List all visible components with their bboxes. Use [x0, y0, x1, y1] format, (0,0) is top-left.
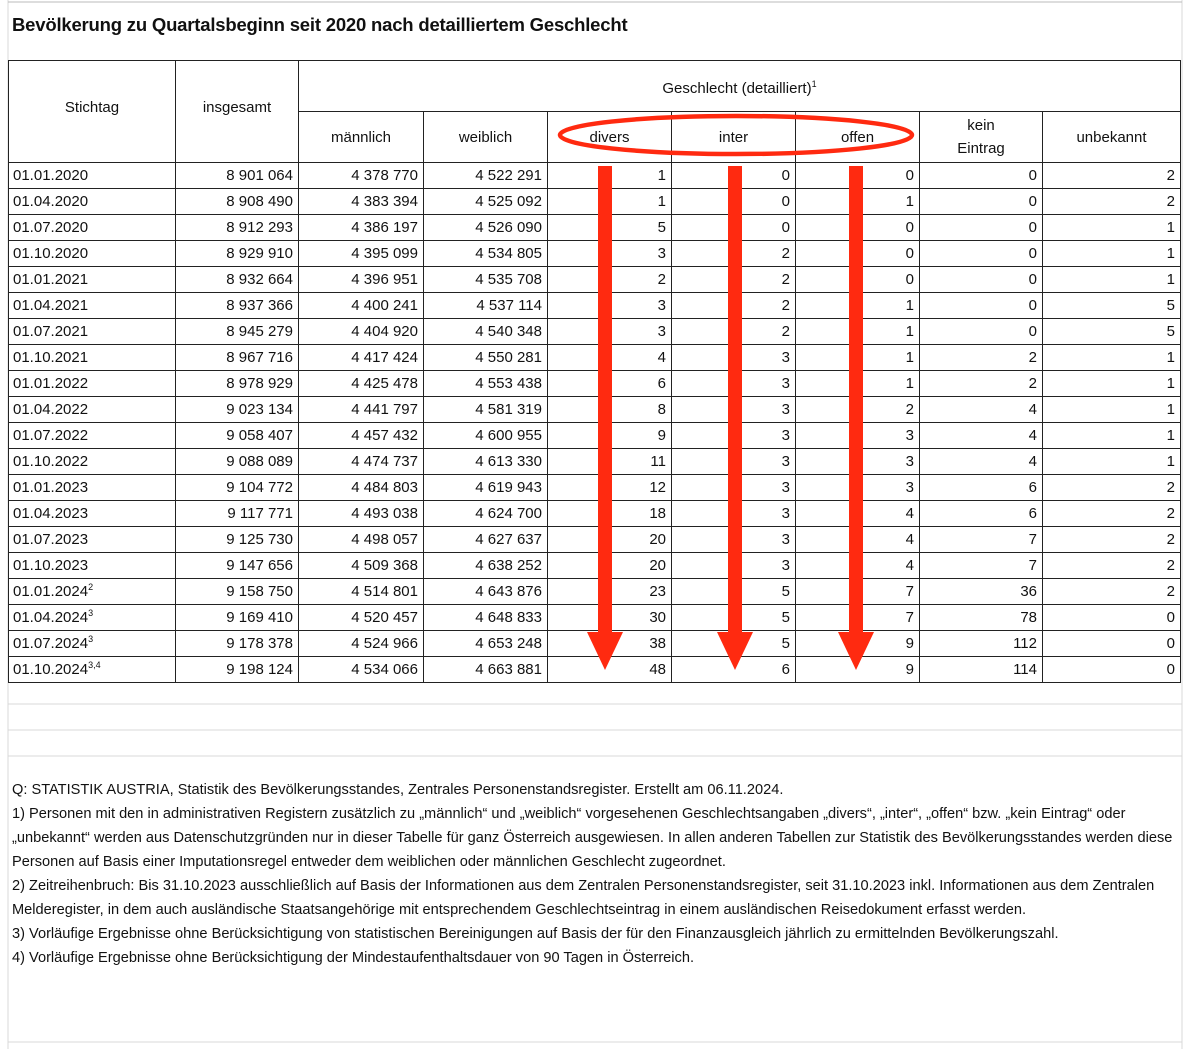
weiblich-cell: 4 581 319	[424, 397, 548, 423]
header-offen: offen	[796, 112, 920, 163]
table-title: Bevölkerung zu Quartalsbeginn seit 2020 nach detailliertem Geschlecht	[12, 14, 628, 35]
table-row	[9, 293, 1181, 319]
offen-cell: 4	[796, 501, 920, 527]
divers-cell: 12	[548, 475, 672, 501]
inter-cell: 3	[672, 501, 796, 527]
stichtag-cell	[9, 605, 176, 631]
inter-cell: 2	[672, 267, 796, 293]
kein-eintrag-cell: 0	[920, 267, 1043, 293]
kein-eintrag-cell: 0	[920, 319, 1043, 345]
note-3: 3) Vorläufige Ergebnisse ohne Berücksichtigung von statistischen Bereinigungen auf Basis der für den Finanzausgleich jährlich zu ermittelnden Bevölkerungszahl.	[12, 926, 1059, 942]
table-row	[9, 163, 1181, 189]
kein-eintrag-cell: 0	[920, 293, 1043, 319]
weiblich-cell: 4 663 881	[424, 657, 548, 683]
header-unbekannt: unbekannt	[1043, 112, 1181, 163]
table-row	[9, 657, 1181, 683]
kein-eintrag-cell: 7	[920, 527, 1043, 553]
divers-cell: 3	[548, 319, 672, 345]
stichtag-value: 01.10.2021	[13, 349, 89, 366]
divers-cell: 20	[548, 553, 672, 579]
maennlich-cell: 4 534 066	[299, 657, 424, 683]
maennlich-cell: 4 514 801	[299, 579, 424, 605]
divers-cell: 38	[548, 631, 672, 657]
stichtag-cell	[9, 475, 176, 501]
insgesamt-cell: 8 932 664	[176, 267, 299, 293]
weiblich-cell: 4 525 092	[424, 189, 548, 215]
kein-eintrag-cell: 0	[920, 241, 1043, 267]
offen-cell: 7	[796, 605, 920, 631]
stichtag-cell	[9, 527, 176, 553]
divers-cell: 8	[548, 397, 672, 423]
unbekannt-cell: 5	[1043, 293, 1181, 319]
stichtag-footnote: 3	[88, 608, 94, 618]
stichtag-value: 01.04.2023	[13, 505, 89, 522]
stichtag-cell	[9, 423, 176, 449]
kein-eintrag-cell: 114	[920, 657, 1043, 683]
divers-cell: 6	[548, 371, 672, 397]
unbekannt-cell: 2	[1043, 579, 1181, 605]
stichtag-value: 01.01.2022	[13, 375, 89, 392]
divers-cell: 1	[548, 189, 672, 215]
weiblich-cell: 4 600 955	[424, 423, 548, 449]
table-row	[9, 553, 1181, 579]
maennlich-cell: 4 425 478	[299, 371, 424, 397]
stichtag-cell	[9, 449, 176, 475]
table-row	[9, 397, 1181, 423]
unbekannt-cell: 2	[1043, 163, 1181, 189]
unbekannt-cell: 0	[1043, 657, 1181, 683]
table-row	[9, 501, 1181, 527]
inter-cell: 2	[672, 319, 796, 345]
stichtag-cell	[9, 345, 176, 371]
header-kein-line2: Eintrag	[957, 140, 1005, 157]
offen-cell: 1	[796, 371, 920, 397]
offen-cell: 9	[796, 631, 920, 657]
stichtag-value: 01.07.2020	[13, 219, 89, 236]
header-divers: divers	[548, 112, 672, 163]
insgesamt-cell: 9 169 410	[176, 605, 299, 631]
inter-cell: 2	[672, 241, 796, 267]
weiblich-cell: 4 540 348	[424, 319, 548, 345]
weiblich-cell: 4 648 833	[424, 605, 548, 631]
table-row	[9, 319, 1181, 345]
weiblich-cell: 4 537 114	[424, 293, 548, 319]
insgesamt-cell: 9 147 656	[176, 553, 299, 579]
insgesamt-cell: 8 978 929	[176, 371, 299, 397]
weiblich-cell: 4 653 248	[424, 631, 548, 657]
weiblich-cell: 4 535 708	[424, 267, 548, 293]
unbekannt-cell: 2	[1043, 475, 1181, 501]
offen-cell: 3	[796, 475, 920, 501]
weiblich-cell: 4 624 700	[424, 501, 548, 527]
inter-cell: 3	[672, 475, 796, 501]
table-row	[9, 267, 1181, 293]
offen-cell: 0	[796, 215, 920, 241]
insgesamt-cell: 8 937 366	[176, 293, 299, 319]
header-stichtag: Stichtag	[9, 61, 176, 163]
maennlich-cell: 4 417 424	[299, 345, 424, 371]
insgesamt-cell: 9 104 772	[176, 475, 299, 501]
table-row	[9, 189, 1181, 215]
table-row	[9, 475, 1181, 501]
insgesamt-cell: 8 901 064	[176, 163, 299, 189]
stichtag-footnote: 2	[88, 582, 94, 592]
divers-cell: 3	[548, 241, 672, 267]
table-row	[9, 423, 1181, 449]
maennlich-cell: 4 386 197	[299, 215, 424, 241]
maennlich-cell: 4 484 803	[299, 475, 424, 501]
header-insgesamt: insgesamt	[176, 61, 299, 163]
note-source: Q: STATISTIK AUSTRIA, Statistik des Bevölkerungsstandes, Zentrales Personenstandsregister. Erstellt am 06.11.2024.	[12, 782, 784, 798]
stichtag-value: 01.07.2024	[13, 635, 89, 652]
note-4: 4) Vorläufige Ergebnisse ohne Berücksichtigung der Mindestaufenthaltsdauer von 90 Tagen in Österreich.	[12, 950, 695, 966]
insgesamt-cell: 8 945 279	[176, 319, 299, 345]
insgesamt-cell: 9 158 750	[176, 579, 299, 605]
offen-cell: 0	[796, 163, 920, 189]
header-kein-line1: kein	[967, 117, 995, 134]
maennlich-cell: 4 400 241	[299, 293, 424, 319]
stichtag-value: 01.07.2023	[13, 531, 89, 548]
inter-cell: 0	[672, 215, 796, 241]
offen-cell: 2	[796, 397, 920, 423]
maennlich-cell: 4 457 432	[299, 423, 424, 449]
footnotes	[12, 778, 1177, 970]
unbekannt-cell: 2	[1043, 501, 1181, 527]
kein-eintrag-cell: 0	[920, 189, 1043, 215]
kein-eintrag-cell: 78	[920, 605, 1043, 631]
divers-cell: 48	[548, 657, 672, 683]
table-row	[9, 449, 1181, 475]
kein-eintrag-cell: 36	[920, 579, 1043, 605]
stichtag-cell	[9, 631, 176, 657]
stichtag-cell	[9, 163, 176, 189]
insgesamt-cell: 8 929 910	[176, 241, 299, 267]
stichtag-cell	[9, 397, 176, 423]
divers-cell: 2	[548, 267, 672, 293]
divers-cell: 11	[548, 449, 672, 475]
divers-cell: 1	[548, 163, 672, 189]
offen-cell: 1	[796, 293, 920, 319]
unbekannt-cell: 1	[1043, 241, 1181, 267]
weiblich-cell: 4 619 943	[424, 475, 548, 501]
maennlich-cell: 4 493 038	[299, 501, 424, 527]
inter-cell: 3	[672, 397, 796, 423]
inter-cell: 3	[672, 449, 796, 475]
insgesamt-cell: 9 058 407	[176, 423, 299, 449]
inter-cell: 0	[672, 189, 796, 215]
insgesamt-cell: 9 023 134	[176, 397, 299, 423]
stichtag-value: 01.01.2021	[13, 271, 89, 288]
insgesamt-cell: 8 912 293	[176, 215, 299, 241]
unbekannt-cell: 1	[1043, 267, 1181, 293]
offen-cell: 3	[796, 423, 920, 449]
insgesamt-cell: 9 125 730	[176, 527, 299, 553]
stichtag-cell	[9, 189, 176, 215]
stichtag-cell	[9, 371, 176, 397]
insgesamt-cell: 8 908 490	[176, 189, 299, 215]
offen-cell: 1	[796, 319, 920, 345]
kein-eintrag-cell: 4	[920, 423, 1043, 449]
offen-cell: 0	[796, 241, 920, 267]
inter-cell: 5	[672, 605, 796, 631]
divers-cell: 5	[548, 215, 672, 241]
table-body	[9, 163, 1181, 683]
stichtag-cell	[9, 293, 176, 319]
stichtag-value: 01.01.2023	[13, 479, 89, 496]
kein-eintrag-cell: 2	[920, 345, 1043, 371]
inter-cell: 3	[672, 553, 796, 579]
insgesamt-cell: 9 088 089	[176, 449, 299, 475]
header-inter: inter	[672, 112, 796, 163]
stichtag-cell	[9, 319, 176, 345]
unbekannt-cell: 2	[1043, 189, 1181, 215]
stichtag-value: 01.10.2020	[13, 245, 89, 262]
note-1: 1) Personen mit den in administrativen Registern zusätzlich zu „männlich“ und „weiblich“ vorgesehenen Geschlechtsangaben „divers“, „inter“, „offen“ bzw. „kein Eintrag“ oder „unbekannt“ werden aus Datenschutzgründen nur in dieser Tabelle für ganz Österreich ausgewiesen. In allen anderen Tabellen zur Statistik des Bevölkerungsstandes werden diese Personen auf Basis einer Imputationsregel entweder dem weiblichen oder männlichen Geschlecht zugeordnet.	[12, 806, 1173, 870]
weiblich-cell: 4 534 805	[424, 241, 548, 267]
divers-cell: 20	[548, 527, 672, 553]
unbekannt-cell: 1	[1043, 215, 1181, 241]
weiblich-cell: 4 553 438	[424, 371, 548, 397]
inter-cell: 0	[672, 163, 796, 189]
maennlich-cell: 4 524 966	[299, 631, 424, 657]
offen-cell: 4	[796, 527, 920, 553]
offen-cell: 1	[796, 189, 920, 215]
unbekannt-cell: 0	[1043, 631, 1181, 657]
stichtag-value: 01.07.2021	[13, 323, 89, 340]
unbekannt-cell: 2	[1043, 527, 1181, 553]
kein-eintrag-cell: 6	[920, 475, 1043, 501]
insgesamt-cell: 8 967 716	[176, 345, 299, 371]
inter-cell: 3	[672, 527, 796, 553]
divers-cell: 3	[548, 293, 672, 319]
stichtag-value: 01.01.2020	[13, 167, 89, 184]
unbekannt-cell: 1	[1043, 371, 1181, 397]
weiblich-cell: 4 526 090	[424, 215, 548, 241]
stichtag-value: 01.04.2020	[13, 193, 89, 210]
stichtag-value: 01.04.2021	[13, 297, 89, 314]
weiblich-cell: 4 613 330	[424, 449, 548, 475]
inter-cell: 3	[672, 423, 796, 449]
unbekannt-cell: 1	[1043, 345, 1181, 371]
table-row	[9, 605, 1181, 631]
maennlich-cell: 4 498 057	[299, 527, 424, 553]
population-table	[8, 60, 1181, 683]
header-weiblich: weiblich	[424, 112, 548, 163]
stichtag-cell	[9, 657, 176, 683]
divers-cell: 4	[548, 345, 672, 371]
header-group-label: Geschlecht (detailliert)	[662, 79, 812, 97]
stichtag-cell	[9, 501, 176, 527]
note-2: 2) Zeitreihenbruch: Bis 31.10.2023 ausschließlich auf Basis der Informationen aus dem Zentralen Personenstandsregister, seit 31.10.2023 inkl. Informationen aus dem Zentralen Melderegister, in dem auch ausländische Staatsangehörige mit entsprechendem Geschlechtseintrag in einem ausländischen Reisedokument erfasst werden.	[12, 878, 1155, 918]
table-row	[9, 241, 1181, 267]
divers-cell: 30	[548, 605, 672, 631]
unbekannt-cell: 5	[1043, 319, 1181, 345]
table-row	[9, 527, 1181, 553]
stichtag-value: 01.10.2024	[13, 661, 89, 678]
header-geschlecht-group	[299, 61, 1181, 112]
stichtag-value: 01.10.2022	[13, 453, 89, 470]
stichtag-value: 01.04.2024	[13, 609, 89, 626]
table-row	[9, 215, 1181, 241]
maennlich-cell: 4 404 920	[299, 319, 424, 345]
kein-eintrag-cell: 0	[920, 215, 1043, 241]
table-row	[9, 579, 1181, 605]
kein-eintrag-cell: 112	[920, 631, 1043, 657]
kein-eintrag-cell: 2	[920, 371, 1043, 397]
offen-cell: 0	[796, 267, 920, 293]
kein-eintrag-cell: 6	[920, 501, 1043, 527]
maennlich-cell: 4 509 368	[299, 553, 424, 579]
maennlich-cell: 4 396 951	[299, 267, 424, 293]
inter-cell: 5	[672, 579, 796, 605]
maennlich-cell: 4 378 770	[299, 163, 424, 189]
stichtag-cell	[9, 241, 176, 267]
kein-eintrag-cell: 4	[920, 449, 1043, 475]
table-row	[9, 631, 1181, 657]
stichtag-footnote: 3	[88, 634, 94, 644]
stichtag-value: 01.01.2024	[13, 583, 89, 600]
weiblich-cell: 4 550 281	[424, 345, 548, 371]
unbekannt-cell: 2	[1043, 553, 1181, 579]
divers-cell: 18	[548, 501, 672, 527]
kein-eintrag-cell: 4	[920, 397, 1043, 423]
inter-cell: 3	[672, 371, 796, 397]
kein-eintrag-cell: 7	[920, 553, 1043, 579]
unbekannt-cell: 0	[1043, 605, 1181, 631]
weiblich-cell: 4 643 876	[424, 579, 548, 605]
weiblich-cell: 4 627 637	[424, 527, 548, 553]
inter-cell: 5	[672, 631, 796, 657]
stichtag-value: 01.07.2022	[13, 427, 89, 444]
weiblich-cell: 4 638 252	[424, 553, 548, 579]
stichtag-value: 01.10.2023	[13, 557, 89, 574]
table-row	[9, 371, 1181, 397]
weiblich-cell: 4 522 291	[424, 163, 548, 189]
offen-cell: 7	[796, 579, 920, 605]
kein-eintrag-cell: 0	[920, 163, 1043, 189]
header-kein-eintrag	[920, 112, 1043, 163]
inter-cell: 2	[672, 293, 796, 319]
inter-cell: 3	[672, 345, 796, 371]
unbekannt-cell: 1	[1043, 449, 1181, 475]
offen-cell: 4	[796, 553, 920, 579]
unbekannt-cell: 1	[1043, 423, 1181, 449]
maennlich-cell: 4 383 394	[299, 189, 424, 215]
stichtag-cell	[9, 215, 176, 241]
maennlich-cell: 4 474 737	[299, 449, 424, 475]
offen-cell: 9	[796, 657, 920, 683]
stichtag-cell	[9, 579, 176, 605]
divers-cell: 9	[548, 423, 672, 449]
offen-cell: 1	[796, 345, 920, 371]
stichtag-cell	[9, 553, 176, 579]
insgesamt-cell: 9 117 771	[176, 501, 299, 527]
stichtag-cell	[9, 267, 176, 293]
maennlich-cell: 4 520 457	[299, 605, 424, 631]
divers-cell: 23	[548, 579, 672, 605]
inter-cell: 6	[672, 657, 796, 683]
insgesamt-cell: 9 198 124	[176, 657, 299, 683]
header-maennlich: männlich	[299, 112, 424, 163]
stichtag-value: 01.04.2022	[13, 401, 89, 418]
table-row	[9, 345, 1181, 371]
maennlich-cell: 4 395 099	[299, 241, 424, 267]
unbekannt-cell: 1	[1043, 397, 1181, 423]
insgesamt-cell: 9 178 378	[176, 631, 299, 657]
offen-cell: 3	[796, 449, 920, 475]
stichtag-footnote: 3,4	[88, 660, 101, 670]
maennlich-cell: 4 441 797	[299, 397, 424, 423]
header-group-footnote: 1	[811, 78, 817, 89]
